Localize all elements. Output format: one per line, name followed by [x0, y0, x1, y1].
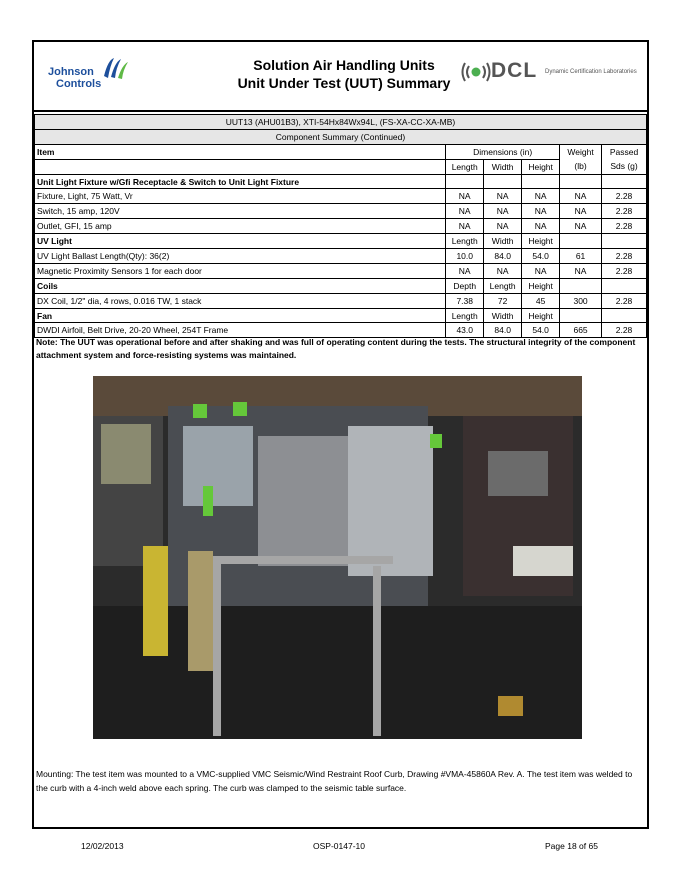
row-dim-3: 45 [522, 293, 560, 308]
row-dim-3: Height [522, 308, 560, 323]
row-dim-2: NA [484, 189, 522, 204]
col-dimensions-header: Dimensions (in) [446, 144, 560, 159]
johnson-controls-logo [44, 54, 134, 94]
row-weight: NA [560, 219, 602, 234]
row-dim-2: 72 [484, 293, 522, 308]
table-row [35, 219, 647, 234]
row-item: Outlet, GFI, 15 amp [35, 219, 446, 234]
row-dim-2: 84.0 [484, 323, 522, 338]
test-unit-photo-illustration [93, 376, 582, 739]
footer-date: 12/02/2013 [81, 841, 124, 851]
row-item: Switch, 15 amp, 120V [35, 204, 446, 219]
sub-height: Height [522, 159, 560, 174]
row-dim-2: 84.0 [484, 249, 522, 264]
row-passed: 2.28 [602, 263, 647, 278]
row-dim-3: Height [522, 234, 560, 249]
table-row [35, 308, 647, 323]
row-item: UV Light Ballast Length(Qty): 36(2) [35, 249, 446, 264]
row-passed [602, 308, 647, 323]
row-passed [602, 278, 647, 293]
page-title [224, 56, 464, 92]
row-dim-1: 43.0 [446, 323, 484, 338]
row-dim-2 [484, 174, 522, 189]
row-dim-1 [446, 174, 484, 189]
dcl-full-name: Dynamic Certification Laboratories [545, 69, 637, 75]
row-dim-3 [522, 174, 560, 189]
company-name-line2: Controls [56, 78, 102, 90]
table-row [35, 204, 647, 219]
row-dim-1: Length [446, 234, 484, 249]
table-row [35, 234, 647, 249]
row-dim-1: 7.38 [446, 293, 484, 308]
table-row [35, 249, 647, 264]
jc-swoosh-icon [100, 56, 130, 82]
table-row [35, 278, 647, 293]
test-unit-photo [93, 376, 582, 739]
row-passed: 2.28 [602, 189, 647, 204]
col-passed-unit: Sds (g) [602, 159, 647, 174]
row-dim-2: NA [484, 204, 522, 219]
row-passed: 2.28 [602, 323, 647, 338]
row-dim-3: 54.0 [522, 323, 560, 338]
row-passed: 2.28 [602, 219, 647, 234]
dcl-name: DCL [491, 59, 538, 82]
title-line1: Solution Air Handling Units [253, 57, 435, 73]
row-weight [560, 308, 602, 323]
uut-title: UUT13 (AHU01B3), XTI-54Hx84Wx94L, (FS-XA-CC-XA-MB) [35, 115, 647, 130]
row-item: Unit Light Fixture w/Gfi Receptacle & Switch to Unit Light Fixture [35, 174, 446, 189]
table-row [35, 263, 647, 278]
footer-doc-id: OSP-0147-10 [313, 841, 365, 851]
table-row [35, 293, 647, 308]
row-dim-1: NA [446, 263, 484, 278]
row-item: Magnetic Proximity Sensors 1 for each door [35, 263, 446, 278]
row-dim-2: Length [484, 278, 522, 293]
section-title-row [35, 129, 647, 144]
mounting-description: Mounting: The test item was mounted to a VMC-supplied VMC Seismic/Wind Restraint Roof Curb, Drawing #VMA-45860A Rev. A. The test item was welded to the curb with a 4-inch weld above each spring. The curb was clamped to the seismic table surface. [36, 769, 633, 793]
row-dim-2: Width [484, 308, 522, 323]
row-dim-2: NA [484, 263, 522, 278]
row-item: Fan [35, 308, 446, 323]
table-row [35, 189, 647, 204]
row-dim-3: Height [522, 278, 560, 293]
row-dim-2: Width [484, 234, 522, 249]
row-dim-3: NA [522, 204, 560, 219]
row-dim-1: NA [446, 189, 484, 204]
row-dim-1: NA [446, 219, 484, 234]
col-weight-unit: (lb) [560, 159, 602, 174]
row-item: UV Light [35, 234, 446, 249]
col-weight-header: Weight [560, 144, 602, 159]
row-weight: 665 [560, 323, 602, 338]
row-weight [560, 234, 602, 249]
row-weight [560, 278, 602, 293]
page-frame [32, 40, 649, 829]
row-weight: NA [560, 189, 602, 204]
row-dim-3: NA [522, 263, 560, 278]
row-weight: 61 [560, 249, 602, 264]
row-passed: 2.28 [602, 293, 647, 308]
header-row [35, 144, 647, 159]
row-dim-1: NA [446, 204, 484, 219]
row-weight: NA [560, 263, 602, 278]
dcl-signal-icon [459, 59, 493, 85]
row-dim-2: NA [484, 219, 522, 234]
row-weight: NA [560, 204, 602, 219]
row-dim-3: NA [522, 189, 560, 204]
sub-length: Length [446, 159, 484, 174]
company-name-line1: Johnson [48, 66, 94, 78]
header [34, 42, 647, 112]
table-row [35, 174, 647, 189]
row-weight: 300 [560, 293, 602, 308]
row-item: DWDI Airfoil, Belt Drive, 20-20 Wheel, 254T Frame [35, 323, 446, 338]
row-dim-3: NA [522, 219, 560, 234]
row-dim-1: Depth [446, 278, 484, 293]
row-passed [602, 174, 647, 189]
row-passed: 2.28 [602, 249, 647, 264]
footer-page-number: Page 18 of 65 [545, 841, 598, 851]
operational-note: Note: The UUT was operational before and after shaking and was full of operating content during the tests. The structural integrity of the component attachment system and force-resisting systems was maintained. [36, 337, 636, 360]
uut-title-row [35, 115, 647, 130]
col-item-header: Item [35, 144, 446, 159]
row-passed: 2.28 [602, 204, 647, 219]
dcl-logo [459, 57, 644, 87]
sub-width: Width [484, 159, 522, 174]
row-passed [602, 234, 647, 249]
row-dim-1: 10.0 [446, 249, 484, 264]
title-line2: Unit Under Test (UUT) Summary [237, 75, 451, 91]
section-title: Component Summary (Continued) [35, 129, 647, 144]
col-passed-header: Passed [602, 144, 647, 159]
row-item: DX Coil, 1/2" dia, 4 rows, 0.016 TW, 1 stack [35, 293, 446, 308]
component-summary-table [34, 114, 647, 338]
row-dim-1: Length [446, 308, 484, 323]
row-item: Fixture, Light, 75 Watt, Vr [35, 189, 446, 204]
subheader-row [35, 159, 647, 174]
row-dim-3: 54.0 [522, 249, 560, 264]
row-item: Coils [35, 278, 446, 293]
row-weight [560, 174, 602, 189]
